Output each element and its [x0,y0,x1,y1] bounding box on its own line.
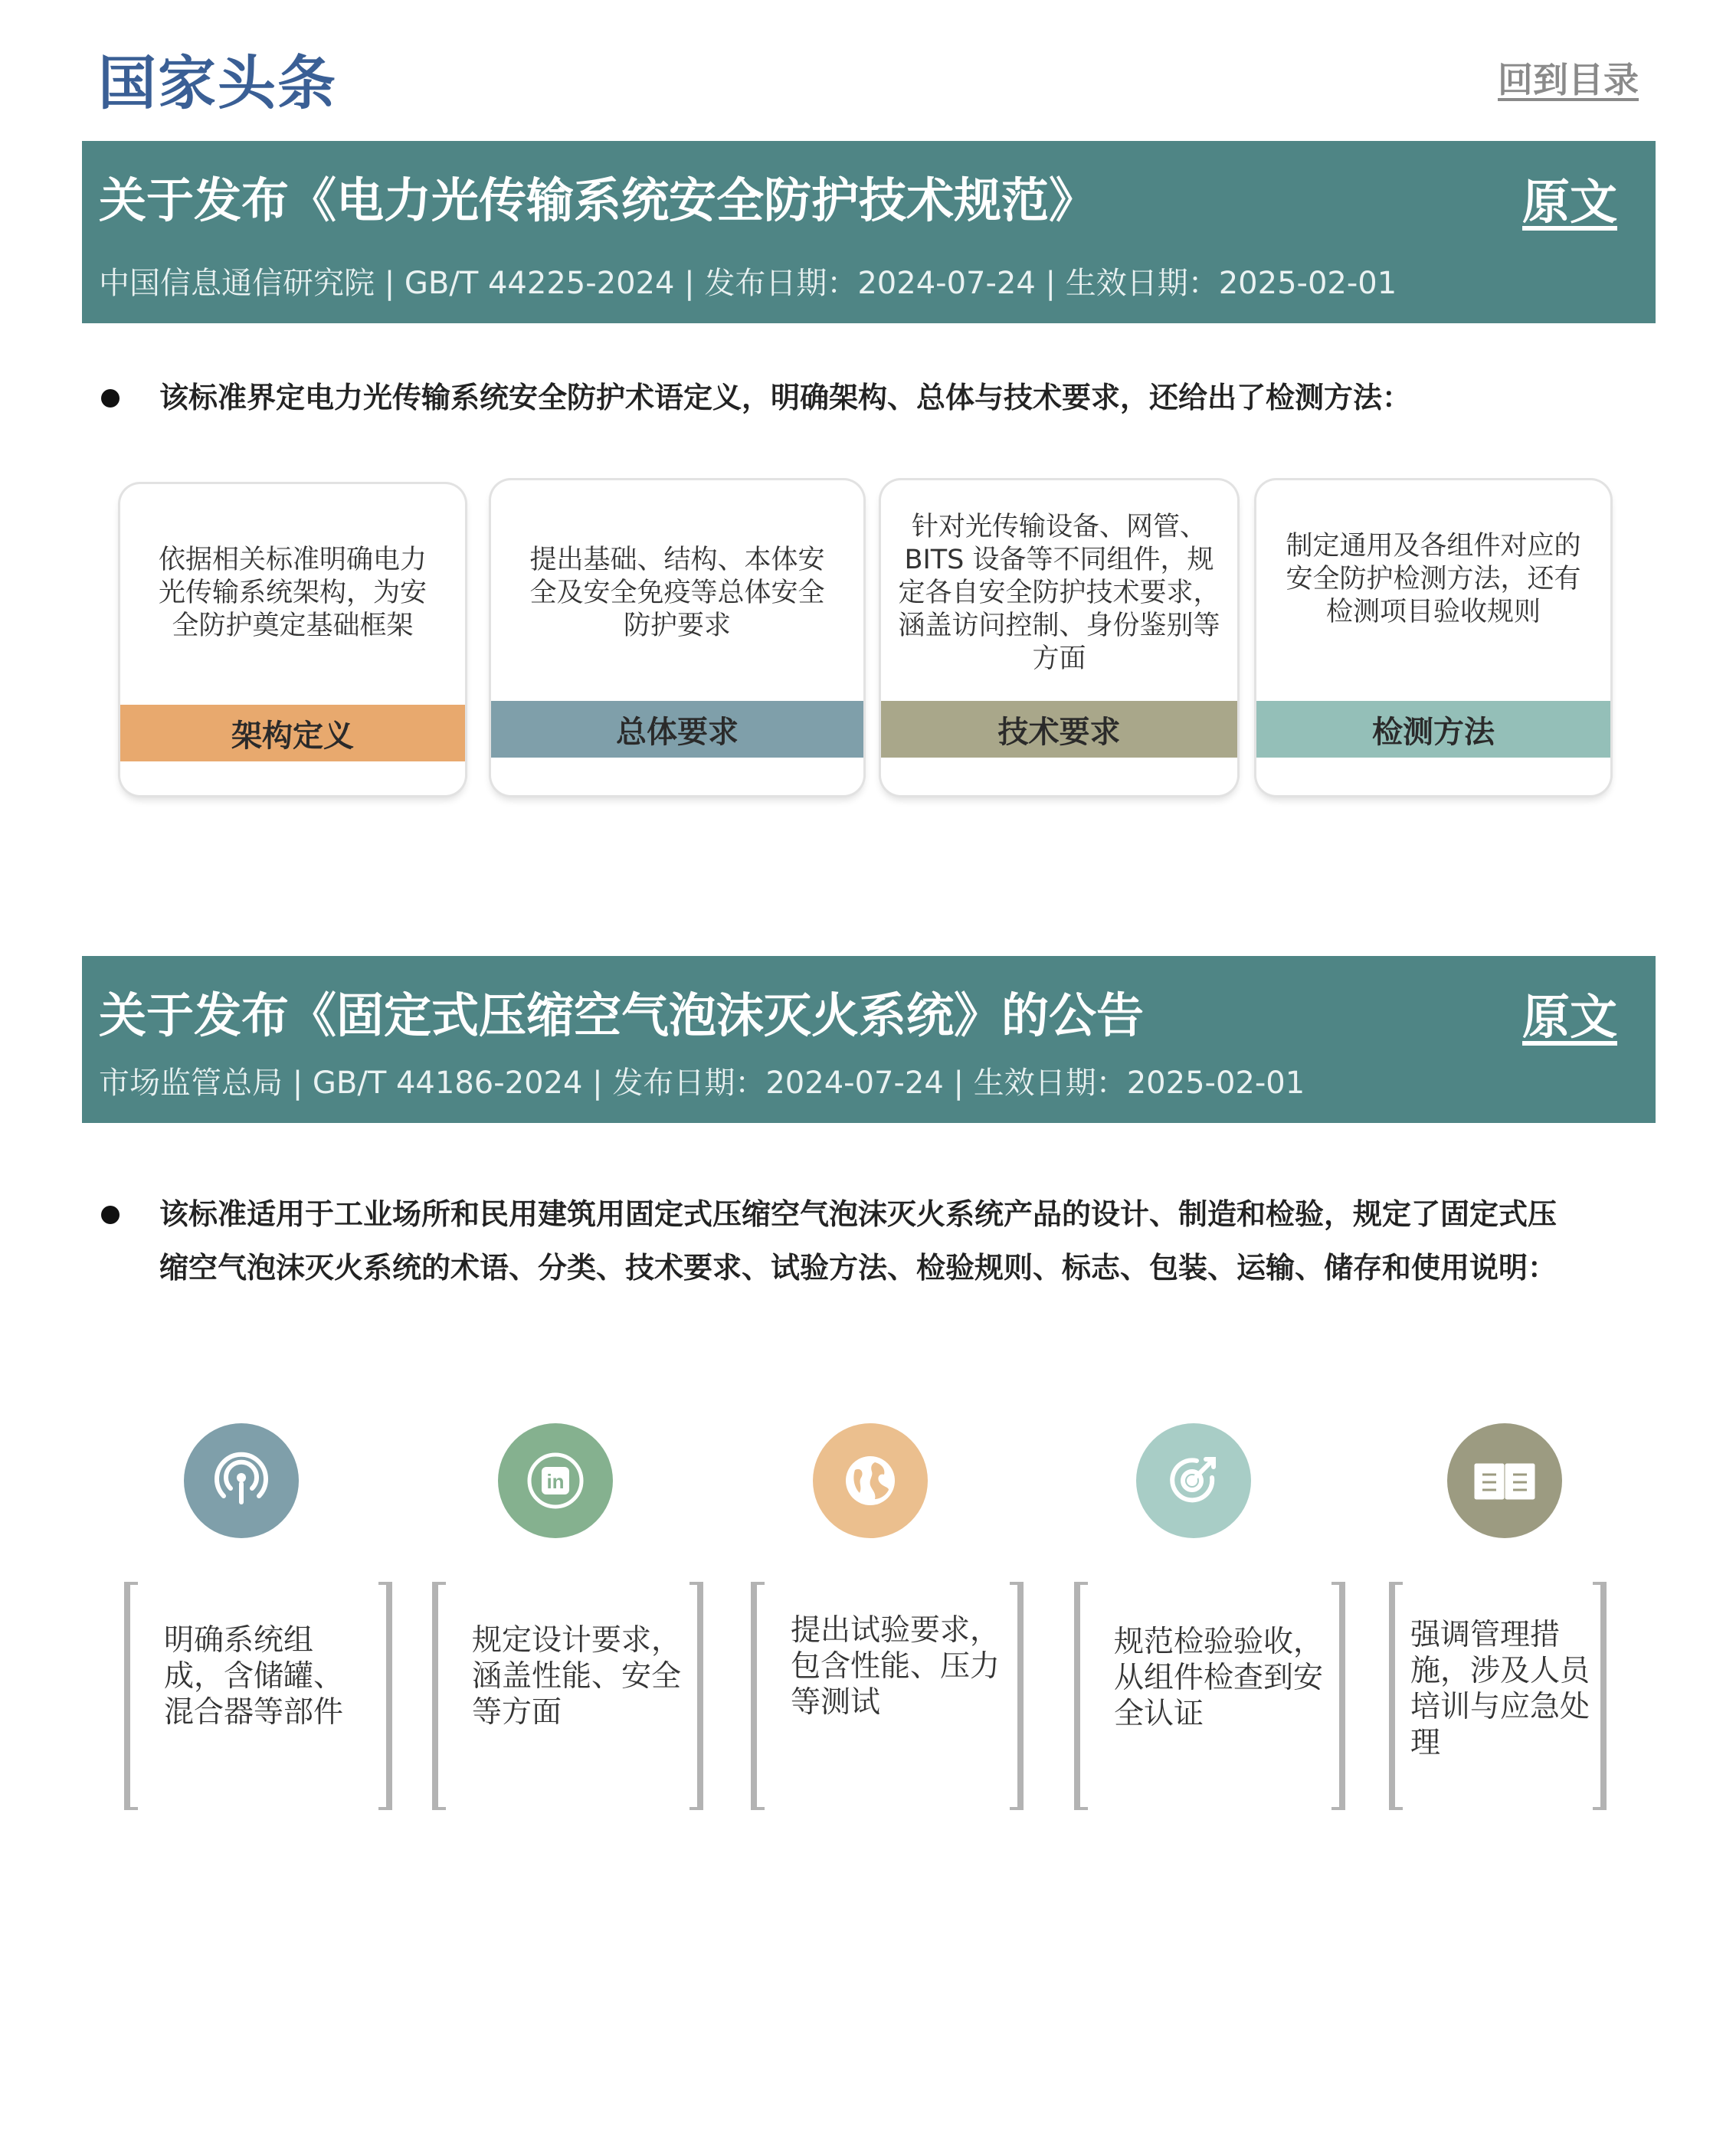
section-1-original-link[interactable]: 原文 [1521,174,1617,230]
section-1-summary: 该标准界定电力光传输系统安全防护术语定义，明确架构、总体与技术要求，还给出了检测方法： [159,381,1412,414]
card-general-requirements [491,480,863,795]
card-label: 总体要求 [491,701,863,758]
card-label: 技术要求 [881,701,1237,758]
section-1-meta: 中国信息通信研究院 | GB/T 44225-2024 | 发布日期：2024-07-24 | 生效日期：2025-02-01 [99,266,1397,301]
item-design-requirements [432,1582,703,1810]
page-title: 国家头条 [98,49,337,117]
bullet-dot [101,389,120,408]
section-2-meta: 市场监管总局 | GB/T 44186-2024 | 发布日期：2024-07-24 | 生效日期：2025-02-01 [99,1066,1305,1101]
book-icon [1447,1423,1562,1538]
card-test-methods [1256,480,1610,795]
item-system-composition [124,1582,392,1810]
section-2-title: 关于发布《固定式压缩空气泡沫灭火系统》的公告 [99,987,1145,1043]
card-description: 制定通用及各组件对应的安全防护检测方法，还有检测项目验收规则 [1286,531,1581,627]
back-to-contents-link[interactable]: 回到目录 [1498,59,1639,100]
item-inspection-acceptance [1074,1582,1345,1810]
section-2-banner [82,956,1656,1123]
card-architecture [120,484,465,795]
section-2-original-link[interactable]: 原文 [1521,989,1617,1045]
item-text: 提出试验要求，包含性能、压力等测试 [791,1613,1001,1720]
target-icon [1136,1423,1251,1538]
section-1-banner [82,141,1656,323]
card-technical-requirements [881,480,1237,795]
item-text: 规定设计要求，涵盖性能、安全等方面 [472,1623,682,1730]
card-label: 架构定义 [120,705,465,761]
section-2-summary-line-1: 该标准适用于工业场所和民用建筑用固定式压缩空气泡沫灭火系统产品的设计、制造和检验，规定了固定式压 [159,1197,1557,1231]
item-text: 规范检验验收，从组件检查到安全认证 [1114,1625,1324,1731]
item-test-requirements [751,1582,1024,1810]
linkedin-icon [498,1423,613,1538]
item-text: 明确系统组成，含储罐、混合器等部件 [164,1623,344,1730]
card-description: 依据相关标准明确电力光传输系统架构，为安全防护奠定基础框架 [158,545,427,641]
item-management-measures [1389,1582,1607,1810]
card-description: 提出基础、结构、本体安全及安全免疫等总体安全防护要求 [529,545,825,641]
svg-text:in: in [546,1470,565,1493]
bullet-dot [101,1206,120,1224]
globe-icon [813,1423,928,1538]
section-2-summary-line-2: 缩空气泡沫灭火系统的术语、分类、技术要求、试验方法、检验规则、标志、包装、运输、储存和使用说明： [159,1251,1557,1285]
card-label: 检测方法 [1256,701,1610,758]
section-1-title: 关于发布《电力光传输系统安全防护技术规范》 [99,172,1097,228]
section-2-summary [159,1187,1692,1295]
item-text: 强调管理措施，涉及人员培训与应急处理 [1410,1618,1590,1760]
broadcast-icon [184,1423,299,1538]
card-description: 针对光传输设备、网管、BITS 设备等不同组件，规定各自安全防护技术要求，涵盖访问控制、身份鉴别等方面 [898,512,1220,674]
